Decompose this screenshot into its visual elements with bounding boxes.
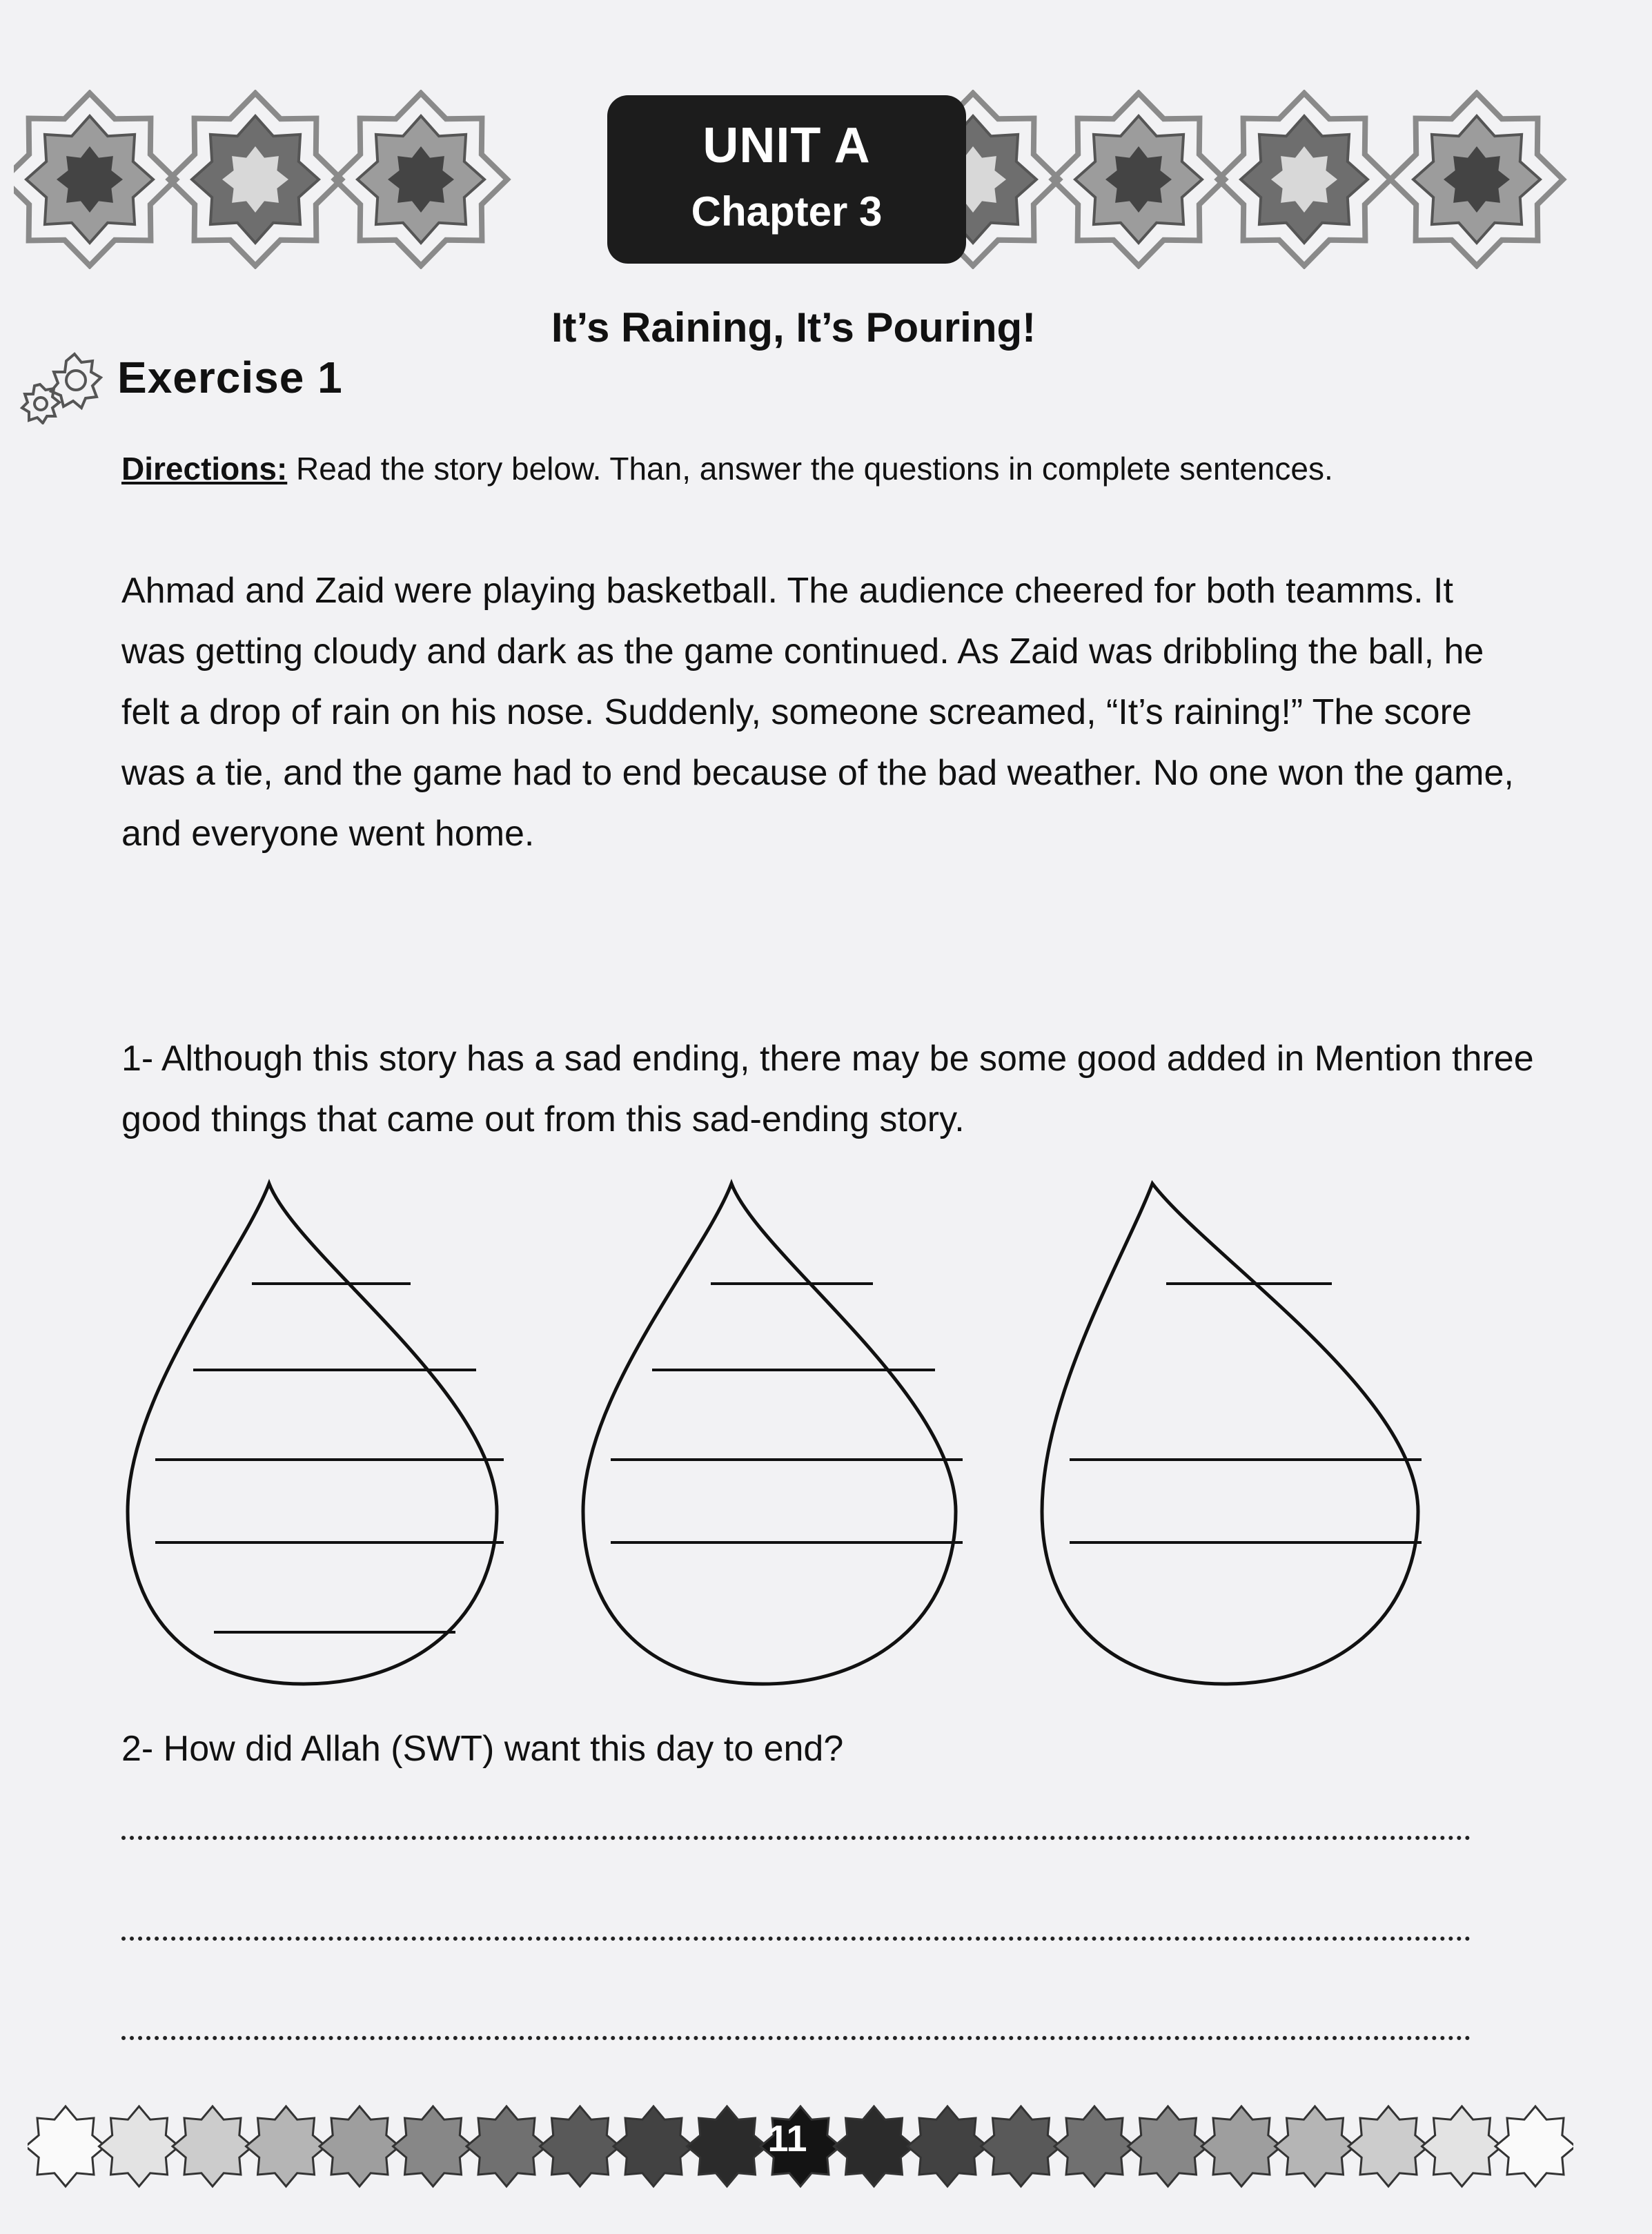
answer-line-1[interactable] [121,1836,1471,1840]
raindrop-answer-2[interactable] [583,1184,963,1684]
star-border-icon [613,2106,694,2186]
star-border-icon [1275,2106,1355,2186]
star-border-icon [907,2106,987,2186]
story-title: It’s Raining, It’s Pouring! [551,304,1036,351]
star-border-icon [687,2106,767,2186]
octagram-ornament-icon [1390,93,1563,266]
star-border-icon [1201,2106,1281,2186]
octagram-ornament-icon [14,93,176,266]
star-border-icon [393,2106,473,2186]
star-border-icon [1495,2106,1573,2186]
question-2: 2- How did Allah (SWT) want this day to end? [121,1729,844,1769]
unit-title: UNIT A [702,118,871,173]
star-border-icon [28,2106,106,2186]
exercise-heading: Exercise 1 [117,353,343,402]
question-1: 1- Although this story has a sad ending, there may be some good added in Mention three good things that came out from this sad-ending story. [121,1039,1534,1139]
star-border-icon [466,2106,547,2186]
star-border-icon [834,2106,914,2186]
raindrop-answer-area [104,1173,1484,1698]
star-border-icon [1054,2106,1134,2186]
octagram-ornament-icon [1218,93,1390,266]
star-border-icon [1348,2106,1428,2186]
raindrop-answer-1[interactable] [128,1184,504,1684]
star-border-icon [540,2106,620,2186]
directions-label: Directions: [121,451,288,487]
chapter-title: Chapter 3 [691,188,883,235]
star-border-icon [173,2106,253,2186]
star-border-icon [1422,2106,1502,2186]
octagram-ornament-icon [1052,93,1225,266]
answer-line-2[interactable] [121,1937,1471,1941]
star-border-icon [1128,2106,1208,2186]
directions [121,450,1333,487]
star-border-icon [319,2106,400,2186]
star-border-icon [246,2106,326,2186]
answer-line-3[interactable] [121,2036,1471,2040]
octagram-ornament-icon [335,93,507,266]
star-border-icon [981,2106,1061,2186]
raindrop-answer-3[interactable] [1042,1184,1422,1684]
star-border-icon [99,2106,179,2186]
gear-cluster-icon [19,349,109,424]
page-number: 11 [767,2118,807,2159]
octagram-ornament-icon [169,93,342,266]
story-paragraph: Ahmad and Zaid were playing basketball. The audience cheered for both teamms. It was getting cloudy and dark as the game continued. As Zaid was dribbling the ball, he felt a drop of rain on his nose. Suddenly, someone screamed, “It’s raining!” The score was a tie, and the game had to end because of the bad weather. No one won the game, and everyone went home. [121,571,1514,854]
directions-text: Read the story below. Than, answer the questions in complete sentences. [287,451,1333,487]
